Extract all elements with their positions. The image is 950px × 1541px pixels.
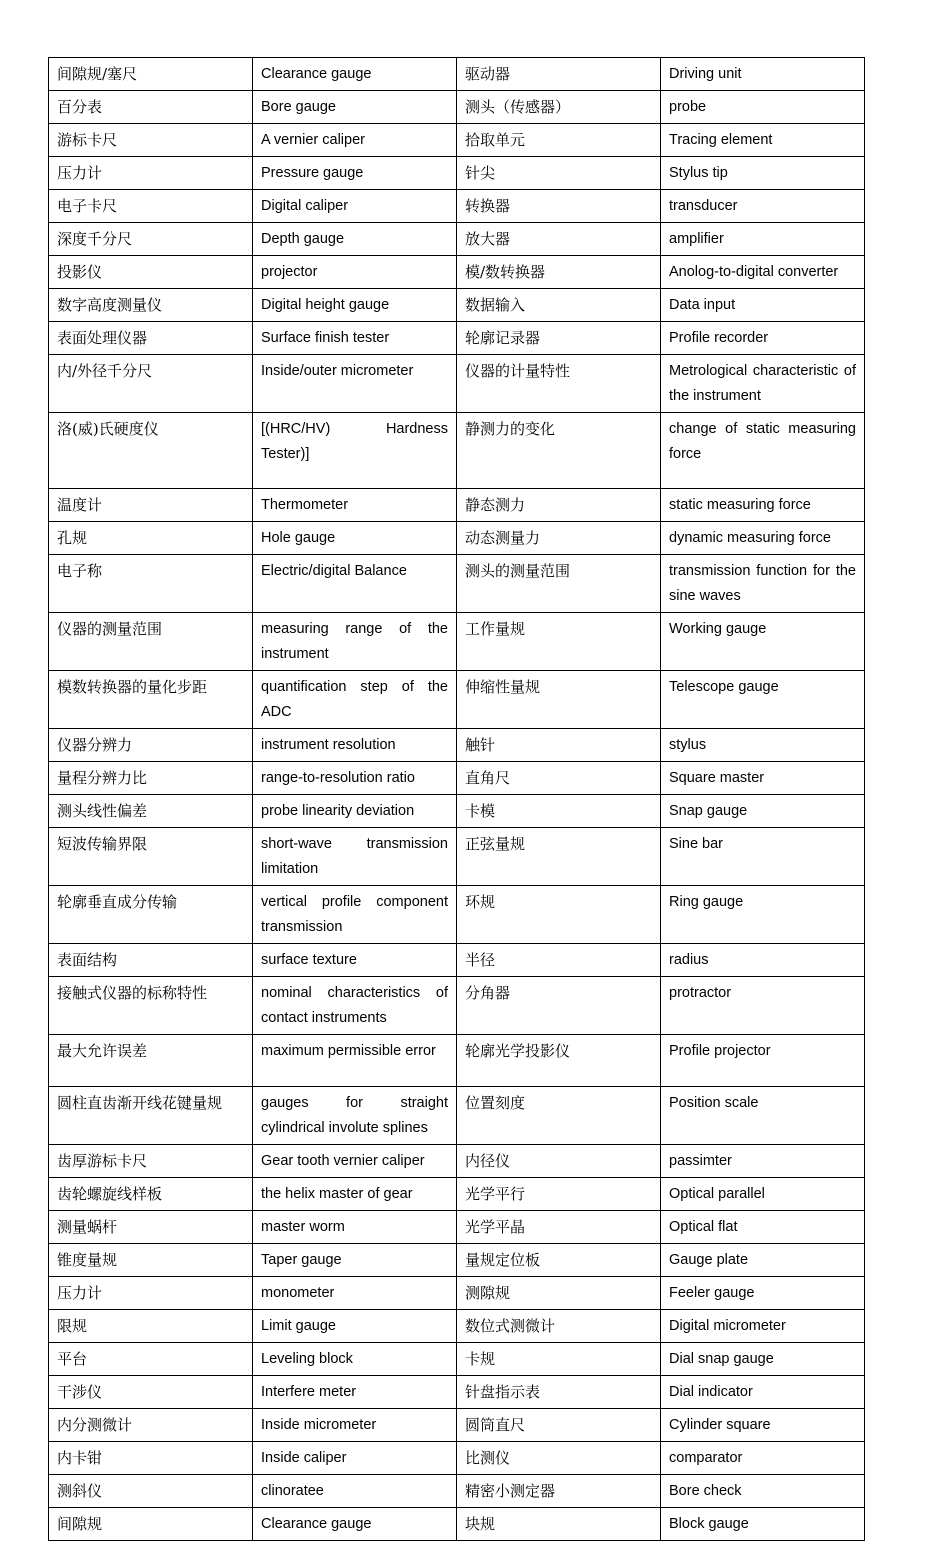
english-term-cell: Working gauge: [661, 613, 865, 671]
table-row: [49, 223, 865, 256]
english-term-cell: Clearance gauge: [253, 58, 457, 91]
english-term-cell: short-wave transmission limitation: [253, 828, 457, 886]
english-term-cell: Digital height gauge: [253, 289, 457, 322]
english-term-cell: Profile projector: [661, 1035, 865, 1087]
english-term-cell: Bore gauge: [253, 91, 457, 124]
chinese-term-cell: 间隙规: [49, 1508, 253, 1541]
table-row: [49, 613, 865, 671]
chinese-term-cell: 环规: [457, 886, 661, 944]
english-term-cell: Thermometer: [253, 489, 457, 522]
chinese-term-cell: 模/数转换器: [457, 256, 661, 289]
chinese-term-cell: 圆筒直尺: [457, 1409, 661, 1442]
english-term-cell: the helix master of gear: [253, 1178, 457, 1211]
chinese-term-cell: 电子称: [49, 555, 253, 613]
table-row: [49, 256, 865, 289]
table-row: [49, 828, 865, 886]
chinese-term-cell: 工作量规: [457, 613, 661, 671]
table-row: [49, 1442, 865, 1475]
table-row: [49, 413, 865, 489]
english-term-cell: quantification step of the ADC: [253, 671, 457, 729]
table-row: [49, 671, 865, 729]
english-term-cell: amplifier: [661, 223, 865, 256]
chinese-term-cell: 限规: [49, 1310, 253, 1343]
english-term-cell: Limit gauge: [253, 1310, 457, 1343]
table-row: [49, 555, 865, 613]
english-term-cell: A vernier caliper: [253, 124, 457, 157]
english-term-cell: Inside/outer micrometer: [253, 355, 457, 413]
english-term-cell: master worm: [253, 1211, 457, 1244]
chinese-term-cell: 触针: [457, 729, 661, 762]
english-term-cell: transmission function for the sine waves: [661, 555, 865, 613]
english-term-cell: Gauge plate: [661, 1244, 865, 1277]
english-term-cell: Square master: [661, 762, 865, 795]
table-row: [49, 124, 865, 157]
english-term-cell: nominal characteristics of contact instruments: [253, 977, 457, 1035]
english-term-cell: protractor: [661, 977, 865, 1035]
chinese-term-cell: 齿轮螺旋线样板: [49, 1178, 253, 1211]
chinese-term-cell: 正弦量规: [457, 828, 661, 886]
chinese-term-cell: 块规: [457, 1508, 661, 1541]
chinese-term-cell: 针尖: [457, 157, 661, 190]
table-row: [49, 58, 865, 91]
chinese-term-cell: 静态测力: [457, 489, 661, 522]
chinese-term-cell: 比测仪: [457, 1442, 661, 1475]
glossary-table: [48, 57, 865, 1541]
english-term-cell: Optical parallel: [661, 1178, 865, 1211]
table-row: [49, 322, 865, 355]
table-row: [49, 157, 865, 190]
english-term-cell: change of static measuring force: [661, 413, 865, 489]
table-row: [49, 1343, 865, 1376]
english-term-cell: Pressure gauge: [253, 157, 457, 190]
table-row: [49, 1508, 865, 1541]
chinese-term-cell: 测斜仪: [49, 1475, 253, 1508]
english-term-cell: Dial indicator: [661, 1376, 865, 1409]
english-term-cell: Ring gauge: [661, 886, 865, 944]
english-term-cell: Digital micrometer: [661, 1310, 865, 1343]
chinese-term-cell: 光学平晶: [457, 1211, 661, 1244]
chinese-term-cell: 针盘指示表: [457, 1376, 661, 1409]
table-row: [49, 91, 865, 124]
english-term-cell: [(HRC/HV) Hardness Tester)]: [253, 413, 457, 489]
chinese-term-cell: 投影仪: [49, 256, 253, 289]
chinese-term-cell: 卡模: [457, 795, 661, 828]
chinese-term-cell: 干涉仪: [49, 1376, 253, 1409]
english-term-cell: range-to-resolution ratio: [253, 762, 457, 795]
chinese-term-cell: 电子卡尺: [49, 190, 253, 223]
chinese-term-cell: 压力计: [49, 157, 253, 190]
chinese-term-cell: 卡规: [457, 1343, 661, 1376]
chinese-term-cell: 放大器: [457, 223, 661, 256]
english-term-cell: measuring range of the instrument: [253, 613, 457, 671]
chinese-term-cell: 分角器: [457, 977, 661, 1035]
table-row: [49, 886, 865, 944]
chinese-term-cell: 内卡钳: [49, 1442, 253, 1475]
english-term-cell: Surface finish tester: [253, 322, 457, 355]
chinese-term-cell: 转换器: [457, 190, 661, 223]
chinese-term-cell: 锥度量规: [49, 1244, 253, 1277]
english-term-cell: radius: [661, 944, 865, 977]
english-term-cell: clinoratee: [253, 1475, 457, 1508]
english-term-cell: Metrological characteristic of the instrument: [661, 355, 865, 413]
english-term-cell: Profile recorder: [661, 322, 865, 355]
chinese-term-cell: 表面结构: [49, 944, 253, 977]
table-row: [49, 1178, 865, 1211]
english-term-cell: Gear tooth vernier caliper: [253, 1145, 457, 1178]
english-term-cell: maximum permissible error: [253, 1035, 457, 1087]
table-row: [49, 522, 865, 555]
chinese-term-cell: 光学平行: [457, 1178, 661, 1211]
chinese-term-cell: 测头的测量范围: [457, 555, 661, 613]
chinese-term-cell: 测头线性偏差: [49, 795, 253, 828]
english-term-cell: instrument resolution: [253, 729, 457, 762]
table-row: [49, 1409, 865, 1442]
english-term-cell: Driving unit: [661, 58, 865, 91]
english-term-cell: Clearance gauge: [253, 1508, 457, 1541]
english-term-cell: Inside caliper: [253, 1442, 457, 1475]
table-row: [49, 355, 865, 413]
chinese-term-cell: 模数转换器的量化步距: [49, 671, 253, 729]
table-row: [49, 1277, 865, 1310]
english-term-cell: Electric/digital Balance: [253, 555, 457, 613]
english-term-cell: probe: [661, 91, 865, 124]
table-row: [49, 1376, 865, 1409]
english-term-cell: probe linearity deviation: [253, 795, 457, 828]
chinese-term-cell: 数据输入: [457, 289, 661, 322]
english-term-cell: Hole gauge: [253, 522, 457, 555]
english-term-cell: Snap gauge: [661, 795, 865, 828]
english-term-cell: Digital caliper: [253, 190, 457, 223]
chinese-term-cell: 内/外径千分尺: [49, 355, 253, 413]
english-term-cell: Optical flat: [661, 1211, 865, 1244]
glossary-body: [49, 58, 865, 1541]
english-term-cell: Bore check: [661, 1475, 865, 1508]
chinese-term-cell: 静测力的变化: [457, 413, 661, 489]
chinese-term-cell: 间隙规/塞尺: [49, 58, 253, 91]
english-term-cell: Anolog-to-digital converter: [661, 256, 865, 289]
english-term-cell: Feeler gauge: [661, 1277, 865, 1310]
chinese-term-cell: 百分表: [49, 91, 253, 124]
table-row: [49, 289, 865, 322]
chinese-term-cell: 量规定位板: [457, 1244, 661, 1277]
english-term-cell: Leveling block: [253, 1343, 457, 1376]
chinese-term-cell: 深度千分尺: [49, 223, 253, 256]
english-term-cell: monometer: [253, 1277, 457, 1310]
english-term-cell: Cylinder square: [661, 1409, 865, 1442]
english-term-cell: gauges for straight cylindrical involute splines: [253, 1087, 457, 1145]
english-term-cell: Block gauge: [661, 1508, 865, 1541]
chinese-term-cell: 平台: [49, 1343, 253, 1376]
chinese-term-cell: 仪器的测量范围: [49, 613, 253, 671]
english-term-cell: Telescope gauge: [661, 671, 865, 729]
chinese-term-cell: 量程分辨力比: [49, 762, 253, 795]
english-term-cell: Taper gauge: [253, 1244, 457, 1277]
chinese-term-cell: 孔规: [49, 522, 253, 555]
chinese-term-cell: 洛(威)氏硬度仪: [49, 413, 253, 489]
english-term-cell: Stylus tip: [661, 157, 865, 190]
chinese-term-cell: 内分测微计: [49, 1409, 253, 1442]
english-term-cell: static measuring force: [661, 489, 865, 522]
english-term-cell: dynamic measuring force: [661, 522, 865, 555]
chinese-term-cell: 测隙规: [457, 1277, 661, 1310]
english-term-cell: Inside micrometer: [253, 1409, 457, 1442]
chinese-term-cell: 轮廓记录器: [457, 322, 661, 355]
english-term-cell: Dial snap gauge: [661, 1343, 865, 1376]
chinese-term-cell: 伸缩性量规: [457, 671, 661, 729]
english-term-cell: Position scale: [661, 1087, 865, 1145]
chinese-term-cell: 直角尺: [457, 762, 661, 795]
table-row: [49, 1310, 865, 1343]
table-row: [49, 762, 865, 795]
chinese-term-cell: 半径: [457, 944, 661, 977]
table-row: [49, 1211, 865, 1244]
chinese-term-cell: 温度计: [49, 489, 253, 522]
english-term-cell: surface texture: [253, 944, 457, 977]
chinese-term-cell: 精密小测定器: [457, 1475, 661, 1508]
chinese-term-cell: 表面处理仪器: [49, 322, 253, 355]
chinese-term-cell: 数位式测微计: [457, 1310, 661, 1343]
chinese-term-cell: 内径仪: [457, 1145, 661, 1178]
chinese-term-cell: 拾取单元: [457, 124, 661, 157]
chinese-term-cell: 数字高度测量仪: [49, 289, 253, 322]
english-term-cell: Interfere meter: [253, 1376, 457, 1409]
english-term-cell: stylus: [661, 729, 865, 762]
chinese-term-cell: 齿厚游标卡尺: [49, 1145, 253, 1178]
table-row: [49, 1145, 865, 1178]
chinese-term-cell: 圆柱直齿渐开线花键量规: [49, 1087, 253, 1145]
table-row: [49, 489, 865, 522]
english-term-cell: Data input: [661, 289, 865, 322]
english-term-cell: comparator: [661, 1442, 865, 1475]
chinese-term-cell: 仪器的计量特性: [457, 355, 661, 413]
chinese-term-cell: 驱动器: [457, 58, 661, 91]
english-term-cell: projector: [253, 256, 457, 289]
table-row: [49, 190, 865, 223]
chinese-term-cell: 压力计: [49, 1277, 253, 1310]
chinese-term-cell: 接触式仪器的标称特性: [49, 977, 253, 1035]
english-term-cell: Depth gauge: [253, 223, 457, 256]
chinese-term-cell: 仪器分辨力: [49, 729, 253, 762]
chinese-term-cell: 位置刻度: [457, 1087, 661, 1145]
chinese-term-cell: 测头（传感器）: [457, 91, 661, 124]
chinese-term-cell: 动态测量力: [457, 522, 661, 555]
table-row: [49, 944, 865, 977]
english-term-cell: vertical profile component transmission: [253, 886, 457, 944]
chinese-term-cell: 测量蜗杆: [49, 1211, 253, 1244]
chinese-term-cell: 最大允许误差: [49, 1035, 253, 1087]
table-row: [49, 795, 865, 828]
chinese-term-cell: 轮廓垂直成分传输: [49, 886, 253, 944]
table-row: [49, 729, 865, 762]
chinese-term-cell: 短波传输界限: [49, 828, 253, 886]
table-row: [49, 1475, 865, 1508]
table-row: [49, 1035, 865, 1087]
english-term-cell: passimter: [661, 1145, 865, 1178]
table-row: [49, 1244, 865, 1277]
chinese-term-cell: 游标卡尺: [49, 124, 253, 157]
english-term-cell: Tracing element: [661, 124, 865, 157]
table-row: [49, 977, 865, 1035]
english-term-cell: transducer: [661, 190, 865, 223]
table-row: [49, 1087, 865, 1145]
english-term-cell: Sine bar: [661, 828, 865, 886]
chinese-term-cell: 轮廓光学投影仪: [457, 1035, 661, 1087]
